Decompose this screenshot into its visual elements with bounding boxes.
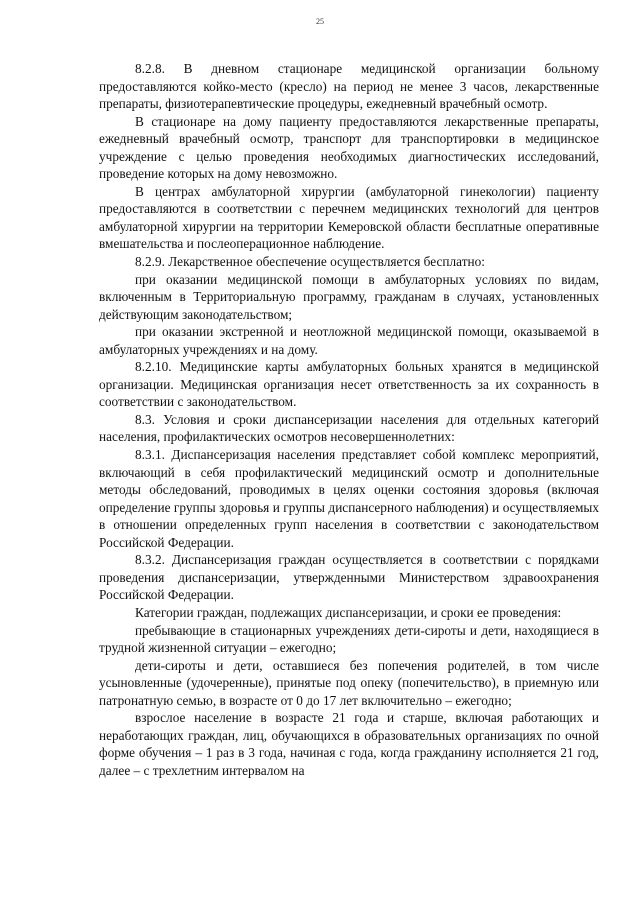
paragraph-outpatient-drugs: при оказании медицинской помощи в амбулаторных условиях по видам, включенным в Территориальную программу, гражданам в случаях, установленных действующим законодательством;	[99, 271, 599, 322]
paragraph-8-3-1: 8.3.1. Диспансеризация населения представляет собой комплекс мероприятий, включающий в себя профилактический медицинский осмотр и дополнительные методы обследований, проводимых в целях оценки состояния здоровья (включая определение группы здоровья и группы диспансерного наблюдения) и осуществляемых в отношении определенных групп населения в соответствии с законодательством Российской Федерации.	[99, 447, 599, 550]
paragraph-8-3: 8.3. Условия и сроки диспансеризации населения для отдельных категорий населения, профилактических осмотров несовершеннолетних:	[99, 411, 599, 445]
paragraph-orphans-adopted: дети-сироты и дети, оставшиеся без попечения родителей, в том числе усыновленные (удочеренные), принятые под опеку (попечительство), в приемную или патронатную семью, в возрасте от 0 до 17 лет включительно – ежегодно;	[99, 657, 599, 708]
paragraph-8-2-8: 8.2.8. В дневном стационаре медицинской организации больному предоставляются койко-место (кресло) на период не менее 3 часов, лекарственные препараты, физиотерапевтические процедуры, ежедневный врачебный осмотр.	[99, 61, 599, 112]
paragraph-categories: Категории граждан, подлежащих диспансеризации, и сроки ее проведения:	[135, 604, 562, 620]
paragraph-8-3-2: 8.3.2. Диспансеризация граждан осуществляется в соответствии с порядками проведения диспансеризации, утвержденными Министерством здравоохранения Российской Федерации.	[99, 552, 599, 603]
paragraph-8-2-9: 8.2.9. Лекарственное обеспечение осуществляется бесплатно:	[135, 254, 485, 270]
paragraph-adult-population: взрослое население в возрасте 21 года и старше, включая работающих и неработающих граждан, лиц, обучающихся в образовательных организациях по очной форме обучения – 1 раз в 3 года, начиная с года, когда гражданину исполняется 21 год, далее – с трехлетним интервалом на	[99, 710, 599, 778]
paragraph-8-2-10: 8.2.10. Медицинские карты амбулаторных больных хранятся в медицинской организации. Медицинская организация несет ответственность за их сохранность в соответствии с законодательством.	[99, 359, 599, 410]
paragraph-orphans-institutions: пребывающие в стационарных учреждениях дети-сироты и дети, находящиеся в трудной жизненной ситуации – ежегодно;	[99, 622, 599, 656]
document-body	[99, 60, 599, 779]
page-number: 25	[316, 17, 324, 26]
paragraph-ambulatory-surgery: В центрах амбулаторной хирургии (амбулаторной гинекологии) пациенту предоставляются в соответствии с перечнем медицинских технологий для центров амбулаторной хирургии на территории Кемеровской области бесплатные оперативные вмешательства и послеоперационное наблюдение.	[99, 183, 599, 252]
paragraph-home-hospital: В стационаре на дому пациенту предоставляются лекарственные препараты, ежедневный врачебный осмотр, транспорт для транспортировки в медицинское учреждение с целью проведения необходимых диагностических исследований, проведение которых на дому невозможно.	[99, 113, 599, 182]
paragraph-emergency-drugs: при оказании экстренной и неотложной медицинской помощи, оказываемой в амбулаторных учреждениях и на дому.	[99, 324, 599, 357]
